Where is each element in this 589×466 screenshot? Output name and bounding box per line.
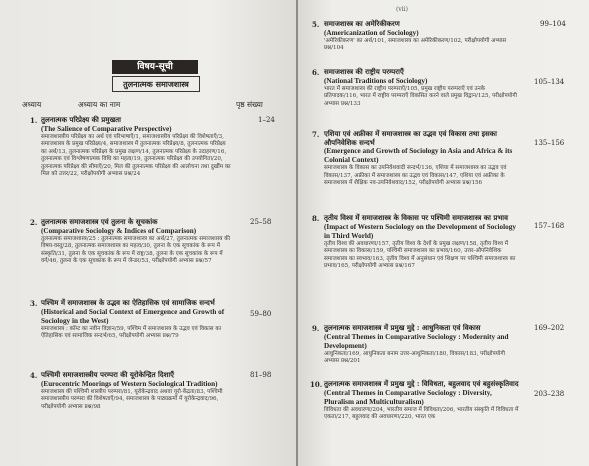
chapter-number: 9. (312, 324, 320, 333)
toc-entry (324, 380, 520, 422)
page-range: 105–134 (534, 78, 565, 86)
chapter-number: 7. (312, 130, 320, 139)
chapter-title-hindi: तृतीय विश्व में समाजशास्त्र के विकास पर पश्चिमी समाजशास्त्र का प्रभाव (324, 213, 508, 222)
chapter-title-hindi: तुलनात्मक परिप्रेक्ष्य की प्रमुखता (41, 115, 121, 124)
chapter-number: 3. (30, 299, 38, 308)
chapter-topics: तृतीय विश्व की अवधारणा/157, तृतीय विश्व के देशों के प्रमुख लक्षण/158, तृतीय विश्व में समाजशास्त्र का विकास/159, पश्चिमी समाजशास्त्र का प्रभाव/160, उत्तर-औपनिवेशिक समाजशास्त्र का स्वभाव/163, तृतीय विश्व में अनुसंधान एवं शिक्षण पर पश्चिमी समाजशास्त्र का प्रभाव/165, परीक्षोपयोगी अभ्यास प्रश्न/167 (324, 240, 516, 270)
chapter-number: 6. (312, 68, 320, 77)
toc-entry (41, 371, 231, 411)
column-header-page: पृष्ठ संख्या (236, 100, 263, 109)
contents-title: विषय-सूची (112, 60, 198, 74)
toc-entry (324, 130, 520, 188)
chapter-title-english: (Historical and Social Context of Emergence and Growth of Sociology in the West) (41, 307, 225, 325)
chapter-topics: आधुनिकता/169, आधुनिकता बनाम उत्तर-आधुनिकता/180, विकास/183, परीक्षोपयोगी अभ्यास प्रश्न/201 (324, 350, 505, 365)
chapter-title-english: (Emergence and Growth of Sociology in Asia and Africa & its Colonial Context) (324, 147, 513, 164)
chapter-number: 2. (30, 218, 38, 227)
page-range: 157–168 (534, 222, 565, 230)
chapter-title-english: (National Traditions of Sociology) (324, 76, 428, 85)
chapter-title-english: (Americanization of Sociology) (324, 28, 419, 37)
toc-entry (324, 214, 520, 271)
chapter-title-english: (Central Themes in Comparative Sociology : Diversity, Pluralism and Multiculturalism) (324, 388, 492, 406)
chapter-number: 10. (310, 380, 323, 389)
chapter-title-english: (Central Themes in Comparative Sociology : Modernity and Development) (324, 332, 509, 350)
chapter-number: 5. (312, 20, 320, 29)
right-page (298, 0, 589, 466)
toc-entry (41, 218, 231, 266)
chapter-number: 4. (30, 371, 38, 380)
page-range: 135–156 (534, 139, 565, 147)
chapter-topics: समाजशास्त्र के विकास का उपनिवेशवादी सन्दर्भ/136, एशिया में समाजशास्त्र का उद्भव एवं विकास/137, अफ्रीका में समाजशास्त्र का उद्भव एवं विकास/147, एशिया एवं अफ्रीका के समाजशास्त्र में शैक्षिक नव-उपनिवेशवाद/152, परीक्षोपयोगी अभ्यास प्रश्न/156 (324, 165, 507, 187)
column-header-chapter-name: अध्याय का नाम (78, 100, 121, 109)
chapter-title-hindi: तुलनात्मक समाजशास्त्र में प्रमुख मुद्दे : विविधता, बहुलवाद एवं बहुसंस्कृतिवाद (324, 379, 519, 388)
chapter-title-hindi: तुलनात्मक समाजशास्त्र एवं तुलना के सूचकांक (41, 217, 158, 226)
chapter-title-english: (The Salience of Comparative Perspective) (41, 124, 172, 133)
page-range: 25–58 (250, 218, 272, 226)
page-range: 99–104 (540, 20, 566, 28)
toc-entry (324, 324, 520, 366)
chapter-title-english: (Eurocentric Moorings of Western Sociological Tradition) (41, 379, 218, 388)
chapter-topics: समाजशास्त्र : कॉम्ट का नवीन विज्ञान/59, पश्चिम में समाजशास्त्र के उद्भव एवं विकास का ऐतिहासिक एवं सामाजिक सन्दर्भ/65, परीक्षोपयोगी अभ्यास प्रश्न/79 (41, 325, 222, 340)
page-number-marker: (vii) (396, 6, 408, 13)
chapter-topics: समाजशास्त्र की पश्चिमी शास्त्रीय परम्परा/81, यूरोकेन्द्रवाद अथवा यूरो-केंद्रता/83, पश्चिमी समाजशास्त्रीय परम्परा की विशेषताएँ/94, समाजशास्त्र के पाठ्यक्रमों में यूरोकेन्द्रवाद/96, परीक्षोपयोगी अभ्यास प्रश्न/98 (41, 388, 223, 410)
chapter-title-english: (Impact of Western Sociology on the Development of Sociology in Third World) (324, 222, 516, 240)
chapter-title-hindi: पश्चिम में समाजशास्त्र के उद्भव का ऐतिहासिक एवं सामाजिक सन्दर्भ (41, 298, 215, 307)
toc-entry (41, 116, 231, 179)
chapter-topics: समाजशास्त्रीय परिप्रेक्ष्य का अर्थ एवं परिभाषाएँ/1, समाजशास्त्रीय परिप्रेक्ष्य की विशेषताएँ/3, समाजशास्त्र के प्रमुख परिप्रेक्ष्य/4, समाजशास्त्र में तुलनात्मक परिप्रेक्ष्य/8, तुलनात्मक परिप्रेक्ष्य का अर्थ/13, तुलनात्मक परिप्रेक्ष्य के प्रमुख लक्षण/14, तुलनात्मक परिप्रेक्ष्य के उदाहरण/16, तुलनात्मक एवं विश्लेषणात्मक विधि का महत्व/19, तुलनात्मक परिप्रेक्ष्य की उपयोगिता/20, तुलनात्मक परिप्रेक्ष्य की सीमाएँ/20, मिल की तुलनात्मक परिप्रेक्ष्य की आलोचना तथा दुर्खीम का मिल को उत्तर/22, परीक्षोपयोगी अभ्यास प्रश्न/24 (41, 133, 231, 178)
page-range: 1–24 (258, 116, 275, 124)
toc-entry (41, 299, 231, 341)
chapter-title-hindi: पश्चिमी समाजशास्त्रीय परम्परा की यूरोकेन्द्रित दिशाएँ (41, 370, 175, 379)
chapter-number: 1. (30, 116, 38, 125)
column-header-chapter: अध्याय (22, 100, 42, 109)
book-subtitle: तुलनात्मक समाजशास्त्र (112, 76, 200, 92)
page-range: 81–98 (250, 371, 272, 379)
chapter-title-hindi: समाजशास्त्र का अमेरिकीकरण (324, 19, 400, 28)
chapter-title-english: (Comparative Sociology & Indices of Comparison) (41, 226, 197, 235)
toc-entry (324, 68, 520, 108)
chapter-title-hindi: तुलनात्मक समाजशास्त्र में प्रमुख मुद्दे : आधुनिकता एवं विकास (324, 323, 481, 332)
chapter-topics: तुलनात्मक समाजशास्त्र/25 : तुलनात्मक समाजशास्त्र का अर्थ/27, तुलनात्मक समाजशास्त्र की विषय-वस्तु/28, तुलनात्मक समाजशास्त्र का महत्व/30, तुलना के एक सूचकांक के रूप में संस्कृति/31, तुलना के एक सूचकांक के रूप में राष्ट्र/38, तुलना के एक सूचकांक के रूप में वर्ग/46, तुलना के एक सूचकांक के रूप में जेन्डर/53, परीक्षोपयोगी अभ्यास प्रश्न/57 (41, 235, 230, 265)
toc-entry (324, 20, 520, 53)
chapter-number: 8. (312, 214, 320, 223)
chapter-topics: भारत में समाजशास्त्र की राष्ट्रीय परम्पराएँ/105, प्रमुख राष्ट्रीय परम्पराएँ एवं उनके प्रतिपादक/116, भारत में राष्ट्रीय परम्पराएँ विकसित करने वाले प्रमुख विद्वान/125, परीक्षोपयोगी अभ्यास प्रश्न/133 (324, 85, 517, 107)
chapter-title-hindi: एशिया एवं अफ्रीका में समाजशास्त्र का उद्भव एवं विकास तथा इसका औपनिवेशिक सन्दर्भ (324, 129, 497, 147)
chapter-topics: विविधता की अवधारणा/204, भारतीय समाज में विविधता/206, भारतीय संस्कृति में विविधता में एकता/217, बहुलवाद की अवधारणा/220, भारत एक (324, 406, 519, 421)
page-range: 203–238 (534, 390, 565, 398)
chapter-title-hindi: समाजशास्त्र की राष्ट्रीय परम्पराएँ (324, 67, 404, 76)
page-range: 59–80 (250, 310, 272, 318)
chapter-topics: 'अमेरिकीकरण' का अर्थ/101, समाजशास्त्र का अमेरिकीकरण/102, परीक्षोपयोगी अभ्यास प्रश्न/104 (324, 37, 507, 52)
page-range: 169–202 (534, 324, 565, 332)
